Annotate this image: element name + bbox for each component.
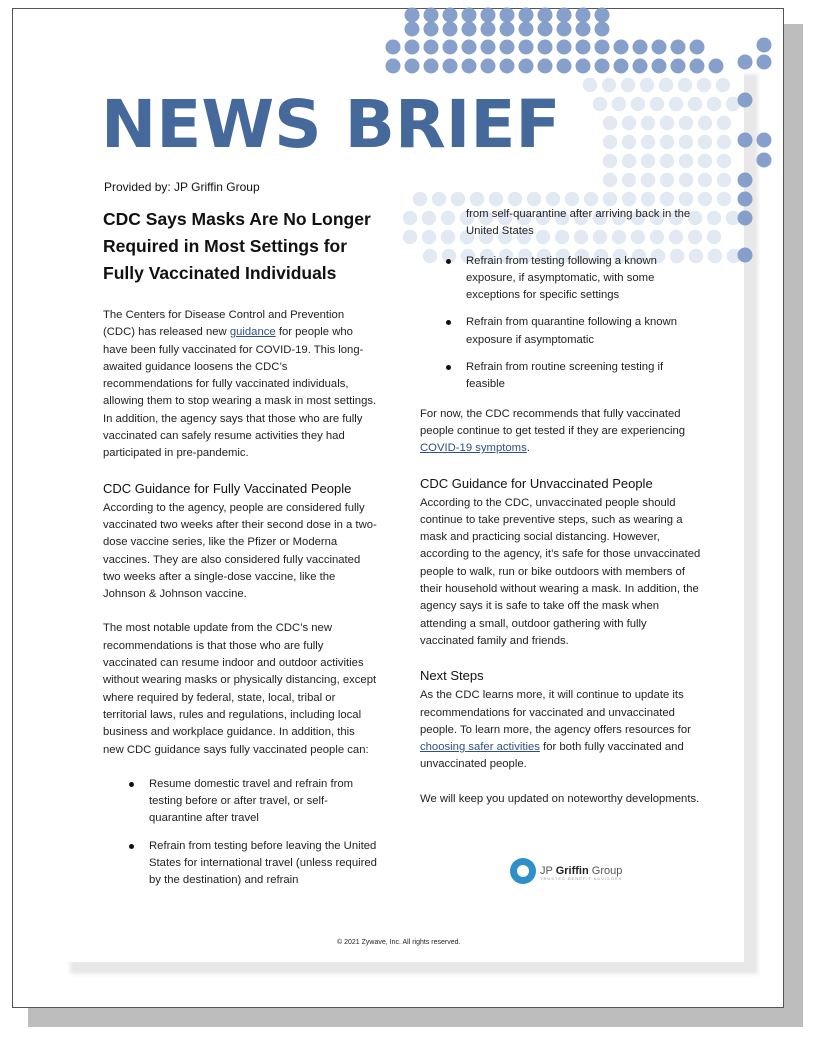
logo-wordmark: JP Griffin Group [540,865,623,877]
section2-paragraph: According to the CDC, unvaccinated people should continue to take preventive steps, such as wearing a mask and practicing social distancing. However, according to the agency, it’s safe for those unvaccinated people to walk, run or bike outdoors with members of their household without wearing a mask. In addition, the agency says it is safe to take off the mask when attending a small, outdoor gathering with fully vaccinated family and friends. [420,496,701,647]
section1-paragraph2: The most notable update from the CDC’s new recommendations is that those who are fully vaccinated can resume indoor and outdoor activities without wearing masks or physically distancing, except where required by federal, state, local, tribal or territorial laws, rules and regulations, including local business and workplace guidance. In addition, this new CDC guidance says fully vaccinated people can: [103,622,377,756]
column-right [420,206,702,825]
section-heading-vaccinated: CDC Guidance for Fully Vaccinated People [103,480,352,496]
list-item: Resume domestic travel and refrain from testing before or after travel, or self-quarantine after travel [103,776,378,828]
safer-activities-link[interactable]: choosing safer activities [420,741,540,754]
headline: CDC Says Masks Are No Longer Required in Most Settings for Fully Vaccinated Individuals [103,209,371,283]
section1-paragraph1: According to the agency, people are considered fully vaccinated two weeks after their second dose in a two-dose vaccine series, like the Pfizer or Moderna vaccines. They are also considered fully vaccinated two weeks after a single-dose vaccine, like the Johnson & Johnson vaccine. [103,501,377,601]
bullet-continuation: from self-quarantine after arriving back in the United States [466,208,691,238]
bullet-list-right [420,253,702,394]
testing-paragraph: For now, the CDC recommends that fully vaccinated people continue to get tested if they are experiencing COVID-19 symptoms. [420,407,686,455]
jp-griffin-logo [510,858,622,884]
news-brief-title: NEWS BRIEF [101,86,561,163]
column-left [103,206,378,902]
section-heading-next-steps: Next Steps [420,668,484,684]
intro-paragraph: The Centers for Disease Control and Prevention (CDC) has released new guidance for people who have been fully vaccinated for COVID-19. This long-awaited guidance loosens the CDC’s recommendations for fully vaccinated individuals, allowing them to stop wearing a mask in most settings. In addition, the agency says that those who are fully vaccinated can safely resume activities they had participated in pre-pandemic. [103,309,377,460]
next-steps-paragraph: As the CDC learns more, it will continue to update its recommendations for vaccinated and unvaccinated people. To learn more, the agency offers resources for choosing safer activities for both fully vaccinated and unvaccinated people. [420,689,691,771]
covid-symptoms-link[interactable]: COVID-19 symptoms [420,442,527,455]
list-item: Refrain from testing following a known exposure, if asymptomatic, with some exceptions for specific settings [420,253,702,305]
bullet-list-left [103,776,378,890]
copyright-footer: © 2021 Zywave, Inc. All rights reserved. [337,939,461,946]
list-item: Refrain from routine screening testing if feasible [420,359,702,394]
section-heading-unvaccinated: CDC Guidance for Unvaccinated People [420,475,653,491]
guidance-link[interactable]: guidance [229,326,276,339]
logo-tagline: TRUSTED BENEFIT ADVISORS [540,876,623,881]
list-item: Refrain from testing before leaving the United States for international travel (unless required by the destination) and refrain [103,838,378,890]
list-item: Refrain from quarantine following a known exposure if asymptomatic [420,314,702,349]
provided-by: Provided by: JP Griffin Group [104,180,260,194]
closing-paragraph: We will keep you updated on noteworthy developments. [420,792,700,805]
griffin-logo-icon [510,858,536,884]
